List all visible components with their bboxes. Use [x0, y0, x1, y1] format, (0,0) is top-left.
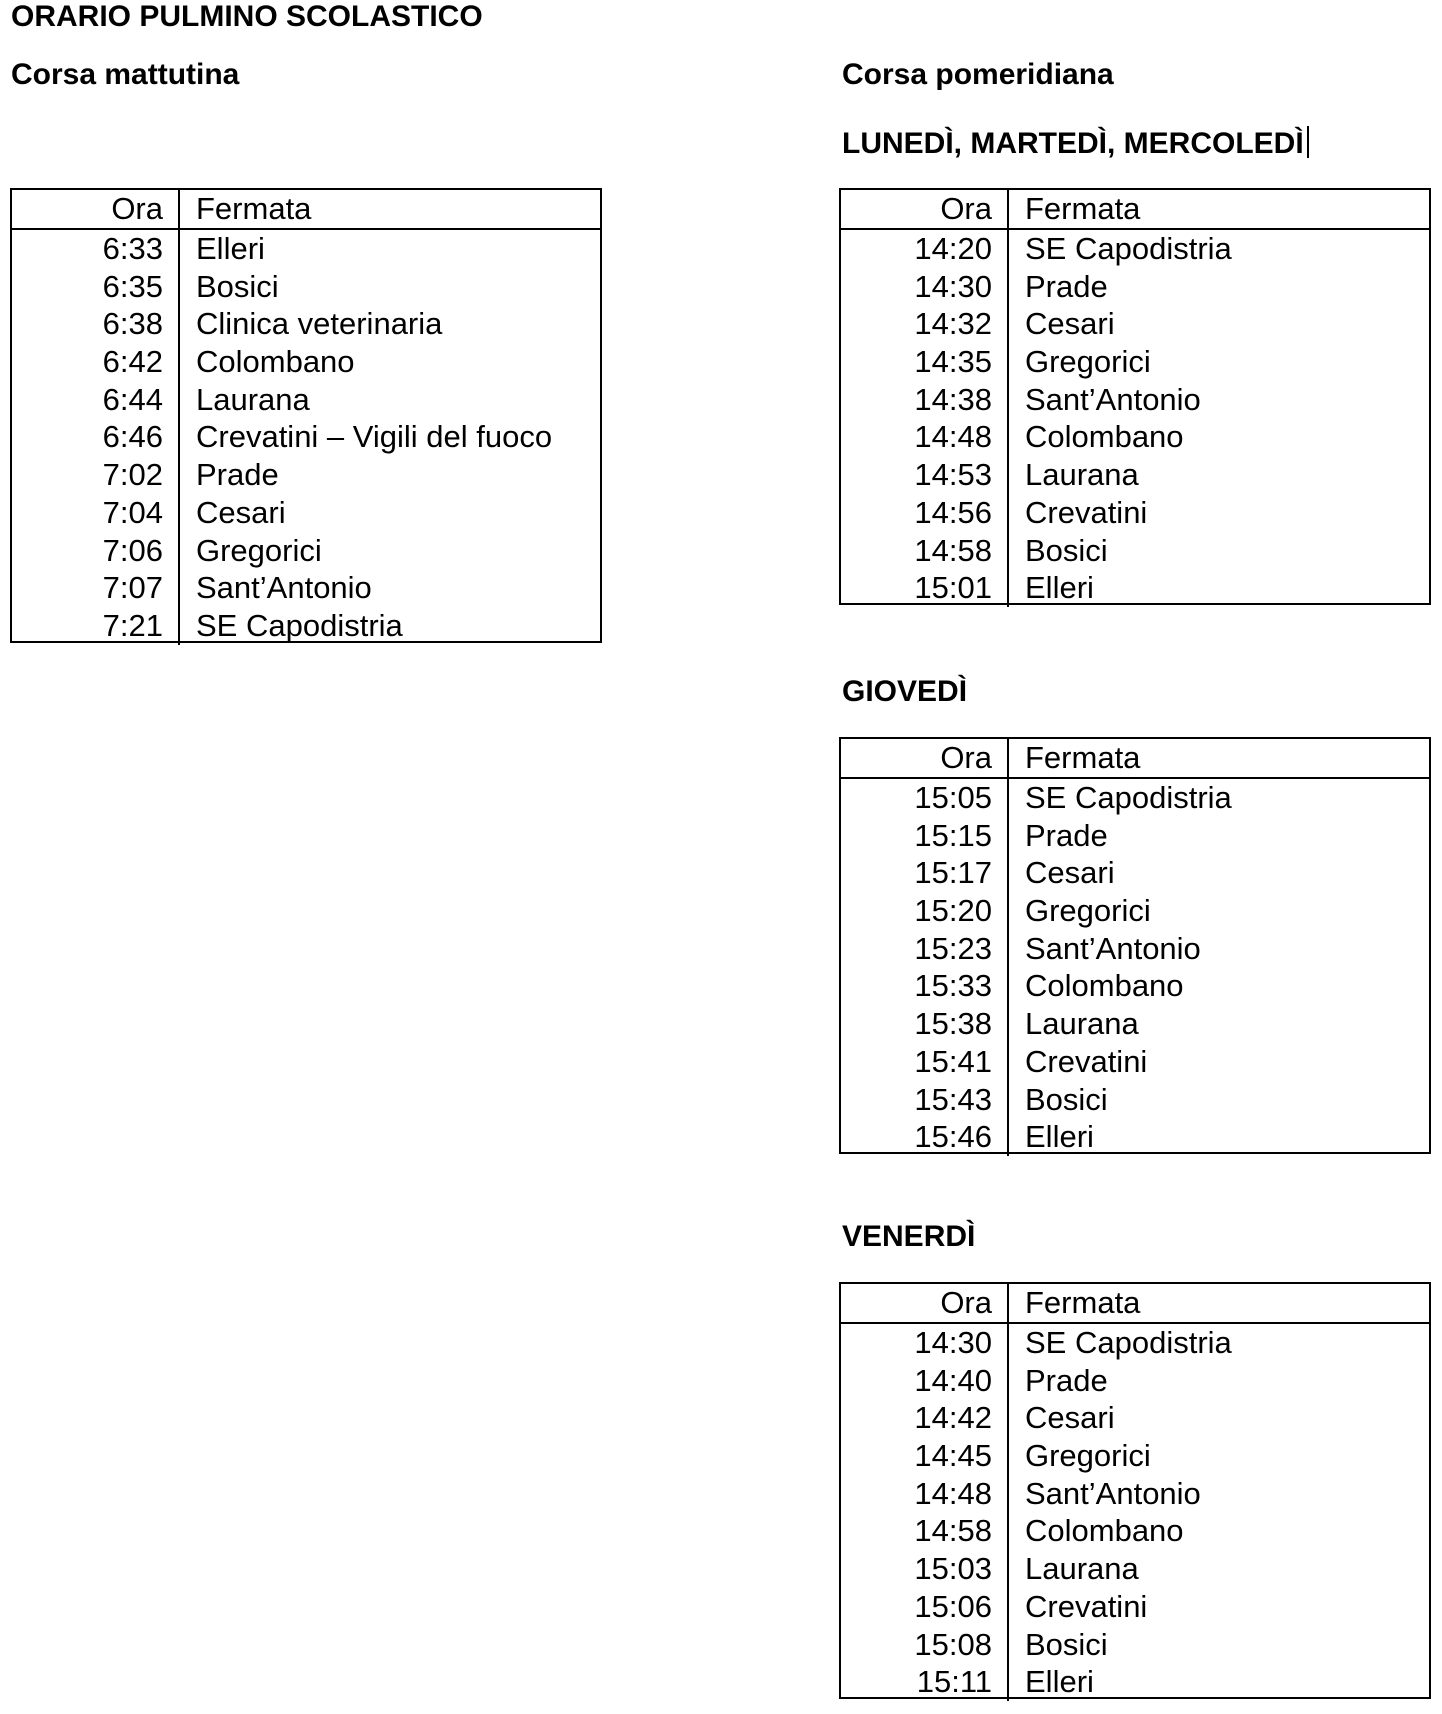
departure-time: 15:46 [841, 1118, 1009, 1156]
table-row [841, 343, 1429, 381]
departure-time: 14:58 [841, 532, 1009, 570]
table-row [841, 967, 1429, 1005]
departure-time: 14:56 [841, 494, 1009, 532]
stop-name: Crevatini [1025, 1588, 1148, 1624]
stop-name: Bosici [196, 268, 279, 304]
table-row [841, 1437, 1429, 1475]
day-heading-mon-wed [842, 126, 1309, 161]
table-row [841, 1081, 1429, 1119]
time-column-header: Ora [841, 1284, 1009, 1322]
table-body [12, 230, 600, 645]
departure-time: 14:35 [841, 343, 1009, 381]
stop-name: Gregorici [1025, 1438, 1151, 1474]
table-row [841, 930, 1429, 968]
table-header-row [841, 190, 1429, 230]
departure-time: 15:43 [841, 1081, 1009, 1119]
departure-time: 15:38 [841, 1005, 1009, 1043]
table-row [841, 268, 1429, 306]
stop-name: Crevatini – Vigili del fuoco [196, 419, 553, 455]
stop-name: Laurana [1025, 1006, 1139, 1042]
departure-time: 14:20 [841, 230, 1009, 268]
departure-time: 14:58 [841, 1512, 1009, 1550]
stop-name: Bosici [1025, 532, 1108, 568]
stop-name: Cesari [1025, 306, 1115, 342]
stop-name: Sant’Antonio [1025, 1475, 1201, 1511]
stop-name: Clinica veterinaria [196, 306, 443, 342]
afternoon-schedule-table-thursday [839, 737, 1431, 1154]
table-row [12, 381, 600, 419]
departure-time: 14:40 [841, 1362, 1009, 1400]
stop-name: Elleri [1025, 570, 1094, 606]
stop-name: SE Capodistria [1025, 231, 1232, 266]
time-column-header: Ora [841, 190, 1009, 228]
table-row [841, 494, 1429, 532]
stop-name: SE Capodistria [1025, 1325, 1232, 1360]
departure-time: 15:05 [841, 779, 1009, 817]
stop-name: Gregorici [1025, 344, 1151, 380]
afternoon-heading: Corsa pomeridiana [842, 58, 1114, 91]
stop-name: Gregorici [1025, 893, 1151, 929]
table-row [12, 532, 600, 570]
departure-time: 15:15 [841, 817, 1009, 855]
table-body [841, 779, 1429, 1156]
stop-name: Gregorici [196, 532, 322, 568]
table-body [841, 1324, 1429, 1701]
table-header-row [841, 1284, 1429, 1324]
departure-time: 14:48 [841, 418, 1009, 456]
departure-time: 14:42 [841, 1399, 1009, 1437]
table-row [841, 1362, 1429, 1400]
table-row [12, 268, 600, 306]
departure-time: 7:06 [12, 532, 180, 570]
table-row [841, 1626, 1429, 1664]
departure-time: 7:02 [12, 456, 180, 494]
departure-time: 15:17 [841, 854, 1009, 892]
departure-time: 15:33 [841, 967, 1009, 1005]
table-header-row [841, 739, 1429, 779]
departure-time: 6:46 [12, 418, 180, 456]
table-row [841, 1550, 1429, 1588]
table-row [841, 305, 1429, 343]
table-row [841, 817, 1429, 855]
stop-name: SE Capodistria [1025, 780, 1232, 815]
stop-name: Sant’Antonio [196, 570, 372, 606]
departure-time: 14:30 [841, 268, 1009, 306]
table-row [841, 854, 1429, 892]
time-column-header: Ora [841, 739, 1009, 777]
stop-name: Laurana [196, 381, 310, 417]
day-heading-friday: VENERDÌ [842, 1220, 976, 1253]
stop-column-header: Fermata [1025, 191, 1141, 226]
table-row [841, 1588, 1429, 1626]
document-title: ORARIO PULMINO SCOLASTICO [11, 0, 483, 33]
table-row [841, 1512, 1429, 1550]
morning-schedule-table [10, 188, 602, 643]
stop-name: Sant’Antonio [1025, 930, 1201, 966]
stop-name: Cesari [196, 494, 286, 530]
departure-time: 15:41 [841, 1043, 1009, 1081]
table-row [841, 418, 1429, 456]
departure-time: 15:01 [841, 569, 1009, 607]
stop-name: Laurana [1025, 457, 1139, 493]
table-row [12, 305, 600, 343]
departure-time: 15:03 [841, 1550, 1009, 1588]
departure-time: 7:21 [12, 607, 180, 645]
morning-heading: Corsa mattutina [11, 58, 240, 91]
table-row [841, 456, 1429, 494]
table-row [12, 343, 600, 381]
time-column-header: Ora [12, 190, 180, 228]
table-row [841, 779, 1429, 817]
table-row [841, 381, 1429, 419]
table-row [841, 1324, 1429, 1362]
stop-name: Prade [1025, 817, 1108, 853]
stop-column-header: Fermata [1025, 1285, 1141, 1320]
stop-name: Colombano [1025, 968, 1184, 1004]
table-row [12, 230, 600, 268]
table-header-row [12, 190, 600, 230]
stop-name: Colombano [196, 344, 355, 380]
afternoon-schedule-table-mon-wed [839, 188, 1431, 605]
stop-name: Cesari [1025, 855, 1115, 891]
stop-name: Bosici [1025, 1081, 1108, 1117]
departure-time: 6:42 [12, 343, 180, 381]
table-row [841, 1475, 1429, 1513]
departure-time: 14:32 [841, 305, 1009, 343]
stop-name: Elleri [1025, 1664, 1094, 1700]
departure-time: 6:38 [12, 305, 180, 343]
departure-time: 15:23 [841, 930, 1009, 968]
departure-time: 15:11 [841, 1663, 1009, 1701]
table-row [12, 456, 600, 494]
text-cursor [1307, 126, 1309, 158]
stop-name: Crevatini [1025, 1043, 1148, 1079]
departure-time: 14:45 [841, 1437, 1009, 1475]
table-row [12, 569, 600, 607]
departure-time: 14:38 [841, 381, 1009, 419]
table-row [12, 418, 600, 456]
stop-name: SE Capodistria [196, 607, 403, 643]
stop-name: Prade [196, 457, 279, 493]
departure-time: 6:33 [12, 230, 180, 268]
departure-time: 15:08 [841, 1626, 1009, 1664]
day-heading-thursday: GIOVEDÌ [842, 675, 968, 708]
stop-column-header: Fermata [1025, 740, 1141, 775]
stop-name: Sant’Antonio [1025, 381, 1201, 417]
stop-name: Elleri [1025, 1119, 1094, 1155]
table-row [841, 1118, 1429, 1156]
table-row [841, 1005, 1429, 1043]
departure-time: 7:07 [12, 569, 180, 607]
stop-name: Colombano [1025, 419, 1184, 455]
departure-time: 14:48 [841, 1475, 1009, 1513]
stop-name: Cesari [1025, 1400, 1115, 1436]
table-row [841, 1663, 1429, 1701]
stop-name: Bosici [1025, 1626, 1108, 1662]
table-row [841, 1043, 1429, 1081]
table-row [841, 892, 1429, 930]
departure-time: 15:06 [841, 1588, 1009, 1626]
stop-column-header: Fermata [196, 191, 312, 226]
stop-name: Prade [1025, 268, 1108, 304]
day-heading-text: LUNEDÌ, MARTEDÌ, MERCOLEDÌ [842, 127, 1304, 160]
departure-time: 7:04 [12, 494, 180, 532]
departure-time: 6:44 [12, 381, 180, 419]
table-row [12, 494, 600, 532]
stop-name: Crevatini [1025, 494, 1148, 530]
stop-name: Colombano [1025, 1513, 1184, 1549]
departure-time: 14:30 [841, 1324, 1009, 1362]
table-row [841, 532, 1429, 570]
stop-name: Elleri [196, 231, 265, 266]
departure-time: 15:20 [841, 892, 1009, 930]
stop-name: Prade [1025, 1362, 1108, 1398]
table-row [12, 607, 600, 645]
departure-time: 14:53 [841, 456, 1009, 494]
afternoon-schedule-table-friday [839, 1282, 1431, 1699]
table-row [841, 569, 1429, 607]
table-row [841, 230, 1429, 268]
departure-time: 6:35 [12, 268, 180, 306]
stop-name: Laurana [1025, 1551, 1139, 1587]
table-body [841, 230, 1429, 607]
table-row [841, 1399, 1429, 1437]
